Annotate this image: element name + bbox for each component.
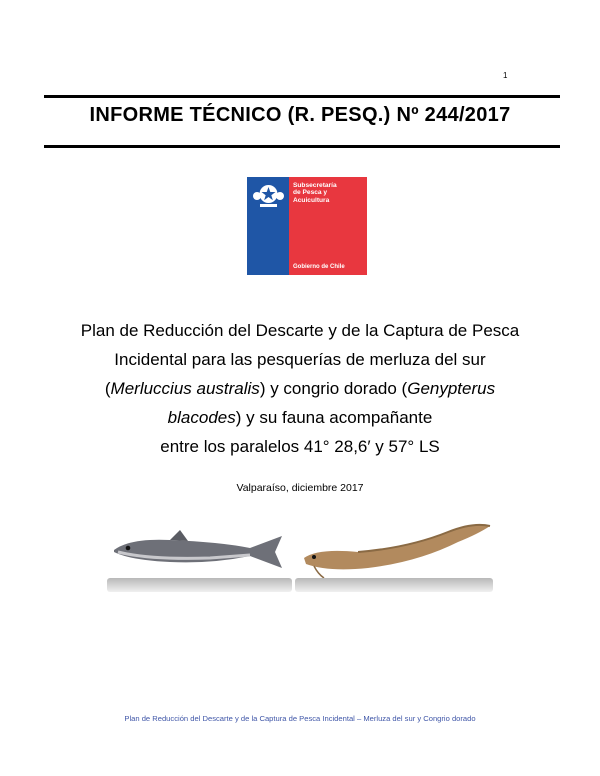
title-line-2: Incidental para las pesquerías de merluza del sur (114, 350, 486, 369)
title-line-3: (Merluccius australis) y congrio dorado (Genypterus (104, 379, 496, 398)
ling-fish-image (298, 518, 493, 580)
logo-org-name: Subsecretaría de Pesca y Acuicultura (293, 182, 337, 204)
species-name-ling-genus: Genypterus (407, 379, 496, 398)
title-line-1: Plan de Reducción del Descarte y de la Captura de Pesca (80, 321, 520, 340)
ling-image-shelf (295, 578, 493, 592)
report-title: INFORME TÉCNICO (R. PESQ.) Nº 244/2017 (89, 104, 511, 126)
place-date: Valparaíso, diciembre 2017 (236, 482, 364, 494)
logo-blue-panel (247, 177, 289, 275)
document-title (40, 316, 560, 461)
hake-fish-image (110, 528, 285, 573)
page-number: 1 (503, 71, 508, 80)
logo-government-text: Gobierno de Chile (293, 264, 345, 270)
coat-of-arms-icon (252, 179, 285, 209)
government-logo (247, 177, 367, 275)
species-name-hake: Merluccius australis (110, 379, 260, 398)
hake-image-shelf (107, 578, 292, 592)
title-line-4: blacodes) y su fauna acompañante (167, 408, 433, 427)
page-footer: Plan de Reducción del Descarte y de la Captura de Pesca Incidental – Merluza del sur y Congrio dorado (124, 714, 476, 723)
header-rule-top (44, 95, 560, 98)
header-rule-bottom (44, 145, 560, 148)
title-line-5: entre los paralelos 41° 28,6′ y 57° LS (160, 437, 440, 456)
species-name-ling-epithet: blacodes (167, 408, 236, 427)
